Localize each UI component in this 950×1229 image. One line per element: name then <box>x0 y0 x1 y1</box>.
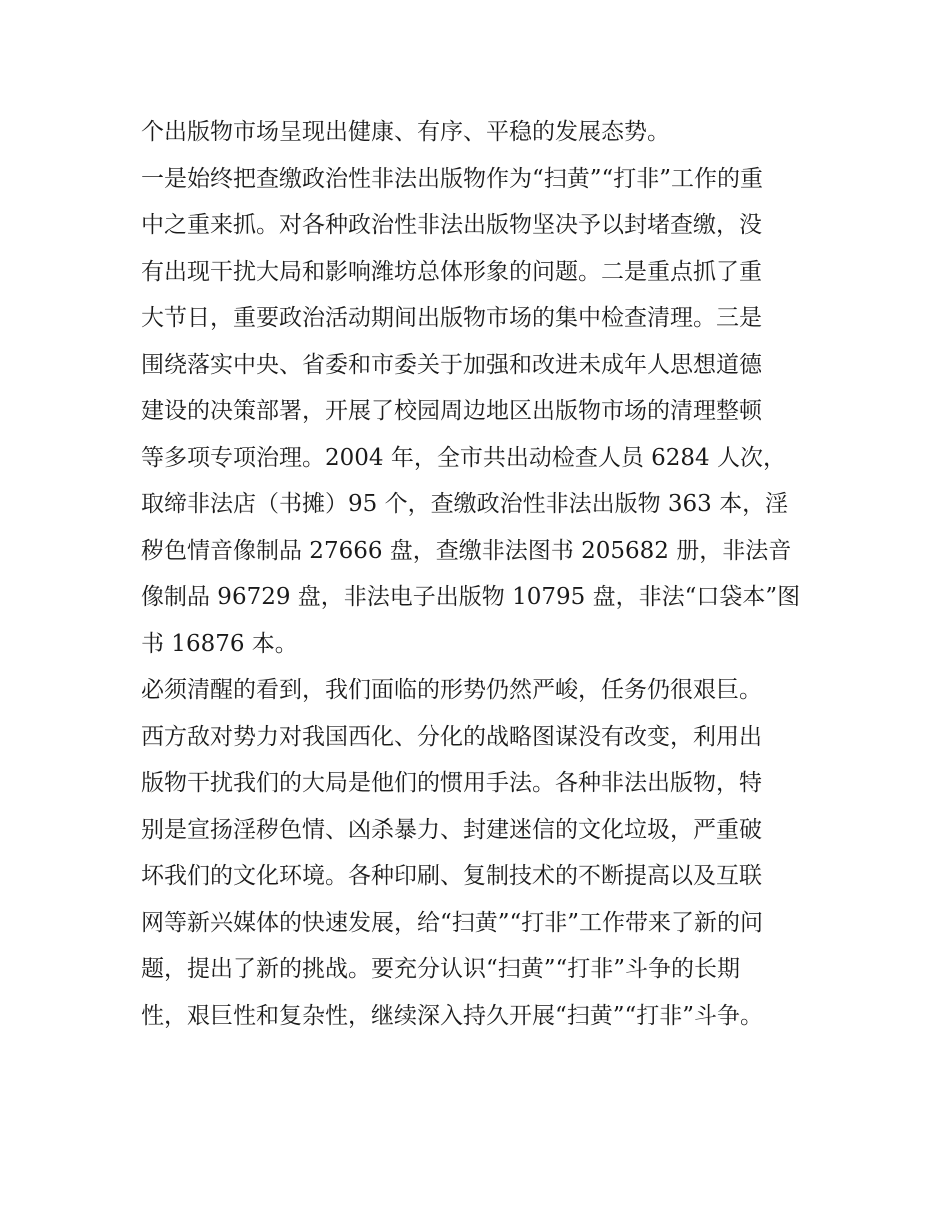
text-line: 书 16876 本。 <box>141 630 298 657</box>
text-line: 个出版物市场呈现出健康、有序、平稳的发展态势。 <box>141 119 670 145</box>
text-line: 坏我们的文化环境。各种印刷、复制技术的不断提高以及互联 <box>141 863 762 889</box>
text-line: 有出现干扰大局和影响潍坊总体形象的问题。二是重点抓了重 <box>141 258 762 285</box>
text-line: 必须清醒的看到，我们面临的形势仍然严峻，任务仍很艰巨。 <box>141 677 762 703</box>
text-line: 别是宣扬淫秽色情、凶杀暴力、封建迷信的文化垃圾，严重破 <box>141 816 762 843</box>
text-line: 性，艰巨性和复杂性，继续深入持久开展“扫黄”“打非”斗争。 <box>141 1002 764 1029</box>
text-line: 大节日，重要政治活动期间出版物市场的集中检查清理。三是 <box>141 305 762 331</box>
text-line: 像制品 96729 盘，非法电子出版物 10795 盘，非法“口袋本”图 <box>141 584 801 610</box>
body-text <box>141 109 821 1039</box>
text-line: 题，提出了新的挑战。要充分认识“扫黄”“打非”斗争的长期 <box>141 956 741 982</box>
text-line: 秽色情音像制品 27666 盘，查缴非法图书 205682 册，非法音 <box>141 537 792 564</box>
text-line: 等多项专项治理。2004 年，全市共出动检查人员 6284 人次， <box>141 444 786 471</box>
text-line: 中之重来抓。对各种政治性非法出版物坚决予以封堵查缴，没 <box>141 212 762 238</box>
text-line: 取缔非法店（书摊）95 个，查缴政治性非法出版物 363 本，淫 <box>141 491 789 517</box>
text-line: 建设的决策部署，开展了校园周边地区出版物市场的清理整顿 <box>141 398 762 424</box>
text-line: 一是始终把查缴政治性非法出版物作为“扫黄”“打非”工作的重 <box>141 165 764 192</box>
text-line: 网等新兴媒体的快速发展，给“扫黄”“打非”工作带来了新的问 <box>141 909 764 936</box>
text-line: 围绕落实中央、省委和市委关于加强和改进未成年人思想道德 <box>141 351 762 378</box>
text-line: 西方敌对势力对我国西化、分化的战略图谋没有改变，利用出 <box>141 723 762 750</box>
text-line: 版物干扰我们的大局是他们的惯用手法。各种非法出版物，特 <box>141 770 762 796</box>
